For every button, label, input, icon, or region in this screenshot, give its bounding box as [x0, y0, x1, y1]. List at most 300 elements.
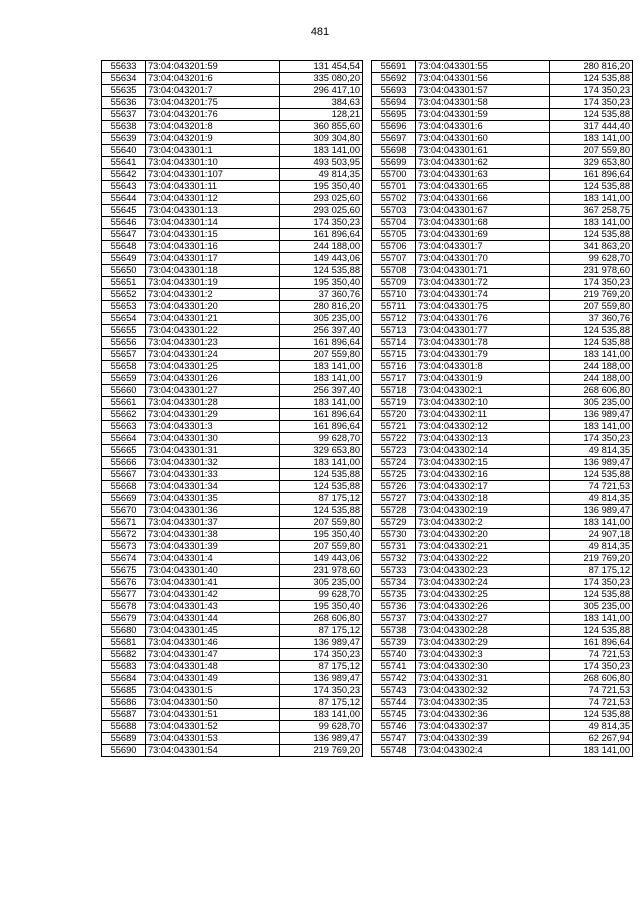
row-number-cell: 55643 [102, 181, 146, 193]
cadastral-number-cell: 73:04:043301:36 [146, 505, 280, 517]
row-number-cell: 55731 [372, 541, 416, 553]
value-cell: 280 816,20 [550, 61, 633, 73]
row-number-cell: 55663 [102, 421, 146, 433]
table-row [102, 265, 363, 277]
value-cell: 280 816,20 [280, 301, 363, 313]
row-number-cell: 55644 [102, 193, 146, 205]
table-row [102, 169, 363, 181]
value-cell: 305 235,00 [550, 601, 633, 613]
table-row [372, 385, 633, 397]
value-cell: 183 141,00 [550, 349, 633, 361]
value-cell: 128,21 [280, 109, 363, 121]
cadastral-number-cell: 73:04:043201:76 [146, 109, 280, 121]
cadastral-number-cell: 73:04:043301:74 [416, 289, 550, 301]
table-row [372, 85, 633, 97]
cadastral-number-cell: 73:04:043301:45 [146, 625, 280, 637]
cadastral-number-cell: 73:04:043301:18 [146, 265, 280, 277]
cadastral-number-cell: 73:04:043301:55 [416, 61, 550, 73]
row-number-cell: 55706 [372, 241, 416, 253]
cadastral-number-cell: 73:04:043301:31 [146, 445, 280, 457]
row-number-cell: 55733 [372, 565, 416, 577]
cadastral-number-cell: 73:04:043301:32 [146, 457, 280, 469]
value-cell: 174 350,23 [280, 217, 363, 229]
cadastral-number-cell: 73:04:043301:47 [146, 649, 280, 661]
cadastral-number-cell: 73:04:043301:49 [146, 673, 280, 685]
table-row [372, 397, 633, 409]
table-row [102, 625, 363, 637]
cadastral-number-cell: 73:04:043301:40 [146, 565, 280, 577]
table-row [102, 157, 363, 169]
table-row [102, 61, 363, 73]
row-number-cell: 55716 [372, 361, 416, 373]
row-number-cell: 55744 [372, 697, 416, 709]
value-cell: 335 080,20 [280, 73, 363, 85]
value-cell: 24 907,18 [550, 529, 633, 541]
cadastral-number-cell: 73:04:043301:68 [416, 217, 550, 229]
value-cell: 49 814,35 [550, 493, 633, 505]
row-number-cell: 55669 [102, 493, 146, 505]
value-cell: 195 350,40 [280, 529, 363, 541]
table-row [102, 445, 363, 457]
row-number-cell: 55702 [372, 193, 416, 205]
registry-table-right [371, 60, 633, 757]
row-number-cell: 55677 [102, 589, 146, 601]
table-row [102, 481, 363, 493]
cadastral-number-cell: 73:04:043301:60 [416, 133, 550, 145]
value-cell: 329 653,80 [280, 445, 363, 457]
table-row [372, 97, 633, 109]
cadastral-number-cell: 73:04:043302:37 [416, 721, 550, 733]
cadastral-number-cell: 73:04:043302:2 [416, 517, 550, 529]
row-number-cell: 55655 [102, 325, 146, 337]
row-number-cell: 55672 [102, 529, 146, 541]
value-cell: 37 360,76 [550, 313, 633, 325]
table-row [102, 661, 363, 673]
row-number-cell: 55645 [102, 205, 146, 217]
value-cell: 195 350,40 [280, 181, 363, 193]
cadastral-number-cell: 73:04:043301:33 [146, 469, 280, 481]
row-number-cell: 55692 [372, 73, 416, 85]
row-number-cell: 55715 [372, 349, 416, 361]
table-row [372, 133, 633, 145]
cadastral-number-cell: 73:04:043201:59 [146, 61, 280, 73]
value-cell: 207 559,80 [550, 301, 633, 313]
value-cell: 183 141,00 [550, 613, 633, 625]
row-number-cell: 55671 [102, 517, 146, 529]
cadastral-number-cell: 73:04:043301:67 [416, 205, 550, 217]
row-number-cell: 55670 [102, 505, 146, 517]
value-cell: 293 025,60 [280, 193, 363, 205]
row-number-cell: 55686 [102, 697, 146, 709]
table-row [102, 361, 363, 373]
table-body [102, 61, 363, 757]
value-cell: 244 188,00 [280, 241, 363, 253]
table-row [102, 577, 363, 589]
row-number-cell: 55642 [102, 169, 146, 181]
cadastral-number-cell: 73:04:043301:50 [146, 697, 280, 709]
value-cell: 268 606,80 [550, 673, 633, 685]
table-row [102, 217, 363, 229]
table-row [372, 601, 633, 613]
row-number-cell: 55649 [102, 253, 146, 265]
registry-table-left [101, 60, 363, 757]
table-row [372, 553, 633, 565]
value-cell: 49 814,35 [550, 721, 633, 733]
row-number-cell: 55694 [372, 97, 416, 109]
row-number-cell: 55726 [372, 481, 416, 493]
table-row [372, 457, 633, 469]
table-row [372, 313, 633, 325]
row-number-cell: 55661 [102, 397, 146, 409]
table-row [102, 421, 363, 433]
value-cell: 183 141,00 [280, 373, 363, 385]
row-number-cell: 55696 [372, 121, 416, 133]
row-number-cell: 55659 [102, 373, 146, 385]
table-row [102, 733, 363, 745]
cadastral-number-cell: 73:04:043302:18 [416, 493, 550, 505]
table-row [372, 709, 633, 721]
cadastral-number-cell: 73:04:043301:25 [146, 361, 280, 373]
cadastral-number-cell: 73:04:043301:30 [146, 433, 280, 445]
value-cell: 74 721,53 [550, 697, 633, 709]
row-number-cell: 55722 [372, 433, 416, 445]
table-row [102, 637, 363, 649]
table-row [372, 625, 633, 637]
table-row [102, 649, 363, 661]
table-row [372, 481, 633, 493]
value-cell: 161 896,64 [280, 229, 363, 241]
cadastral-number-cell: 73:04:043301:6 [416, 121, 550, 133]
value-cell: 124 535,88 [550, 589, 633, 601]
cadastral-number-cell: 73:04:043301:59 [416, 109, 550, 121]
value-cell: 124 535,88 [550, 337, 633, 349]
value-cell: 183 141,00 [280, 709, 363, 721]
cadastral-number-cell: 73:04:043301:22 [146, 325, 280, 337]
cadastral-number-cell: 73:04:043301:69 [416, 229, 550, 241]
row-number-cell: 55664 [102, 433, 146, 445]
value-cell: 124 535,88 [280, 481, 363, 493]
cadastral-number-cell: 73:04:043301:12 [146, 193, 280, 205]
row-number-cell: 55680 [102, 625, 146, 637]
table-row [102, 181, 363, 193]
row-number-cell: 55724 [372, 457, 416, 469]
table-row [372, 289, 633, 301]
table-row [102, 553, 363, 565]
table-row [372, 229, 633, 241]
cadastral-number-cell: 73:04:043301:37 [146, 517, 280, 529]
cadastral-number-cell: 73:04:043302:32 [416, 685, 550, 697]
cadastral-number-cell: 73:04:043301:26 [146, 373, 280, 385]
table-row [102, 505, 363, 517]
cadastral-number-cell: 73:04:043302:11 [416, 409, 550, 421]
row-number-cell: 55682 [102, 649, 146, 661]
row-number-cell: 55676 [102, 577, 146, 589]
row-number-cell: 55704 [372, 217, 416, 229]
value-cell: 87 175,12 [280, 493, 363, 505]
value-cell: 161 896,64 [550, 169, 633, 181]
row-number-cell: 55641 [102, 157, 146, 169]
row-number-cell: 55748 [372, 745, 416, 757]
value-cell: 74 721,53 [550, 685, 633, 697]
table-row [102, 301, 363, 313]
value-cell: 124 535,88 [550, 229, 633, 241]
row-number-cell: 55673 [102, 541, 146, 553]
page-number: 481 [310, 26, 330, 38]
value-cell: 493 503,95 [280, 157, 363, 169]
table-row [102, 745, 363, 757]
value-cell: 74 721,53 [550, 649, 633, 661]
value-cell: 136 989,47 [280, 733, 363, 745]
row-number-cell: 55720 [372, 409, 416, 421]
value-cell: 149 443,06 [280, 253, 363, 265]
row-number-cell: 55705 [372, 229, 416, 241]
cadastral-number-cell: 73:04:043301:65 [416, 181, 550, 193]
cadastral-number-cell: 73:04:043301:13 [146, 205, 280, 217]
table-row [102, 517, 363, 529]
row-number-cell: 55711 [372, 301, 416, 313]
row-number-cell: 55675 [102, 565, 146, 577]
table-row [102, 253, 363, 265]
table-row [372, 169, 633, 181]
value-cell: 62 267,94 [550, 733, 633, 745]
value-cell: 161 896,64 [280, 421, 363, 433]
row-number-cell: 55639 [102, 133, 146, 145]
cadastral-number-cell: 73:04:043301:29 [146, 409, 280, 421]
cadastral-number-cell: 73:04:043201:7 [146, 85, 280, 97]
table-row [372, 433, 633, 445]
cadastral-number-cell: 73:04:043302:30 [416, 661, 550, 673]
value-cell: 305 235,00 [550, 397, 633, 409]
value-cell: 219 769,20 [280, 745, 363, 757]
table-row [372, 409, 633, 421]
table-row [372, 637, 633, 649]
value-cell: 244 188,00 [550, 373, 633, 385]
cadastral-number-cell: 73:04:043302:25 [416, 589, 550, 601]
cadastral-number-cell: 73:04:043302:14 [416, 445, 550, 457]
value-cell: 309 304,80 [280, 133, 363, 145]
table-row [102, 685, 363, 697]
row-number-cell: 55730 [372, 529, 416, 541]
table-row [102, 121, 363, 133]
cadastral-number-cell: 73:04:043301:66 [416, 193, 550, 205]
cadastral-number-cell: 73:04:043302:27 [416, 613, 550, 625]
table-row [372, 685, 633, 697]
row-number-cell: 55745 [372, 709, 416, 721]
cadastral-number-cell: 73:04:043302:39 [416, 733, 550, 745]
cadastral-number-cell: 73:04:043302:4 [416, 745, 550, 757]
row-number-cell: 55666 [102, 457, 146, 469]
cadastral-number-cell: 73:04:043301:1 [146, 145, 280, 157]
cadastral-number-cell: 73:04:043301:42 [146, 589, 280, 601]
value-cell: 183 141,00 [550, 517, 633, 529]
value-cell: 256 397,40 [280, 385, 363, 397]
row-number-cell: 55701 [372, 181, 416, 193]
value-cell: 87 175,12 [550, 565, 633, 577]
value-cell: 174 350,23 [550, 97, 633, 109]
table-row [372, 421, 633, 433]
value-cell: 183 141,00 [280, 397, 363, 409]
cadastral-number-cell: 73:04:043301:2 [146, 289, 280, 301]
cadastral-number-cell: 73:04:043302:17 [416, 481, 550, 493]
table-row [102, 541, 363, 553]
row-number-cell: 55712 [372, 313, 416, 325]
row-number-cell: 55658 [102, 361, 146, 373]
cadastral-number-cell: 73:04:043301:72 [416, 277, 550, 289]
value-cell: 136 989,47 [280, 637, 363, 649]
table-row [102, 97, 363, 109]
value-cell: 183 141,00 [550, 421, 633, 433]
value-cell: 174 350,23 [550, 277, 633, 289]
row-number-cell: 55633 [102, 61, 146, 73]
row-number-cell: 55698 [372, 145, 416, 157]
cadastral-number-cell: 73:04:043301:56 [416, 73, 550, 85]
row-number-cell: 55741 [372, 661, 416, 673]
value-cell: 174 350,23 [550, 661, 633, 673]
cadastral-number-cell: 73:04:043302:12 [416, 421, 550, 433]
table-row [372, 589, 633, 601]
table-row [372, 337, 633, 349]
table-row [102, 613, 363, 625]
cadastral-number-cell: 73:04:043301:77 [416, 325, 550, 337]
value-cell: 174 350,23 [550, 433, 633, 445]
row-number-cell: 55743 [372, 685, 416, 697]
value-cell: 99 628,70 [550, 253, 633, 265]
value-cell: 124 535,88 [280, 469, 363, 481]
value-cell: 87 175,12 [280, 697, 363, 709]
value-cell: 384,63 [280, 97, 363, 109]
cadastral-number-cell: 73:04:043302:22 [416, 553, 550, 565]
cadastral-number-cell: 73:04:043301:57 [416, 85, 550, 97]
table-row [372, 577, 633, 589]
table-row [102, 409, 363, 421]
cadastral-number-cell: 73:04:043301:5 [146, 685, 280, 697]
row-number-cell: 55684 [102, 673, 146, 685]
row-number-cell: 55665 [102, 445, 146, 457]
table-row [102, 529, 363, 541]
row-number-cell: 55683 [102, 661, 146, 673]
table-row [372, 217, 633, 229]
cadastral-number-cell: 73:04:043301:46 [146, 637, 280, 649]
value-cell: 360 855,60 [280, 121, 363, 133]
table-row [102, 721, 363, 733]
cadastral-number-cell: 73:04:043301:63 [416, 169, 550, 181]
row-number-cell: 55714 [372, 337, 416, 349]
row-number-cell: 55690 [102, 745, 146, 757]
cadastral-number-cell: 73:04:043201:9 [146, 133, 280, 145]
value-cell: 99 628,70 [280, 721, 363, 733]
value-cell: 329 653,80 [550, 157, 633, 169]
value-cell: 268 606,80 [550, 385, 633, 397]
cadastral-number-cell: 73:04:043302:26 [416, 601, 550, 613]
row-number-cell: 55738 [372, 625, 416, 637]
table-row [372, 193, 633, 205]
table-row [372, 241, 633, 253]
value-cell: 37 360,76 [280, 289, 363, 301]
value-cell: 99 628,70 [280, 589, 363, 601]
table-row [372, 613, 633, 625]
row-number-cell: 55647 [102, 229, 146, 241]
table-row [372, 61, 633, 73]
row-number-cell: 55650 [102, 265, 146, 277]
value-cell: 149 443,06 [280, 553, 363, 565]
row-number-cell: 55674 [102, 553, 146, 565]
value-cell: 87 175,12 [280, 625, 363, 637]
table-row [372, 697, 633, 709]
cadastral-number-cell: 73:04:043301:75 [416, 301, 550, 313]
row-number-cell: 55678 [102, 601, 146, 613]
table-row [372, 649, 633, 661]
table-row [102, 145, 363, 157]
table-row [102, 457, 363, 469]
cadastral-number-cell: 73:04:043301:15 [146, 229, 280, 241]
cadastral-number-cell: 73:04:043302:13 [416, 433, 550, 445]
table-row [102, 433, 363, 445]
table-row [372, 745, 633, 757]
row-number-cell: 55653 [102, 301, 146, 313]
value-cell: 305 235,00 [280, 313, 363, 325]
cadastral-number-cell: 73:04:043302:24 [416, 577, 550, 589]
cadastral-number-cell: 73:04:043301:39 [146, 541, 280, 553]
table-row [102, 469, 363, 481]
table-row [102, 601, 363, 613]
row-number-cell: 55679 [102, 613, 146, 625]
cadastral-number-cell: 73:04:043301:4 [146, 553, 280, 565]
value-cell: 207 559,80 [280, 517, 363, 529]
row-number-cell: 55737 [372, 613, 416, 625]
row-number-cell: 55681 [102, 637, 146, 649]
cadastral-number-cell: 73:04:043301:43 [146, 601, 280, 613]
row-number-cell: 55691 [372, 61, 416, 73]
cadastral-number-cell: 73:04:043302:36 [416, 709, 550, 721]
value-cell: 231 978,60 [550, 265, 633, 277]
table-row [102, 589, 363, 601]
table-row [102, 313, 363, 325]
cadastral-number-cell: 73:04:043302:21 [416, 541, 550, 553]
table-row [372, 517, 633, 529]
cadastral-number-cell: 73:04:043301:10 [146, 157, 280, 169]
value-cell: 124 535,88 [550, 181, 633, 193]
cadastral-number-cell: 73:04:043301:53 [146, 733, 280, 745]
row-number-cell: 55734 [372, 577, 416, 589]
table-row [102, 709, 363, 721]
cadastral-number-cell: 73:04:043302:23 [416, 565, 550, 577]
cadastral-number-cell: 73:04:043302:31 [416, 673, 550, 685]
table-row [102, 193, 363, 205]
cadastral-number-cell: 73:04:043301:48 [146, 661, 280, 673]
row-number-cell: 55723 [372, 445, 416, 457]
row-number-cell: 55739 [372, 637, 416, 649]
value-cell: 136 989,47 [550, 409, 633, 421]
cadastral-number-cell: 73:04:043301:78 [416, 337, 550, 349]
cadastral-number-cell: 73:04:043201:6 [146, 73, 280, 85]
cadastral-number-cell: 73:04:043301:21 [146, 313, 280, 325]
value-cell: 183 141,00 [550, 745, 633, 757]
cadastral-number-cell: 73:04:043302:28 [416, 625, 550, 637]
value-cell: 99 628,70 [280, 433, 363, 445]
cadastral-number-cell: 73:04:043301:44 [146, 613, 280, 625]
table-row [372, 121, 633, 133]
row-number-cell: 55708 [372, 265, 416, 277]
cadastral-number-cell: 73:04:043301:71 [416, 265, 550, 277]
table-row [102, 565, 363, 577]
table-row [372, 529, 633, 541]
row-number-cell: 55638 [102, 121, 146, 133]
cadastral-number-cell: 73:04:043302:15 [416, 457, 550, 469]
value-cell: 136 989,47 [550, 457, 633, 469]
table-row [372, 661, 633, 673]
value-cell: 183 141,00 [550, 193, 633, 205]
value-cell: 256 397,40 [280, 325, 363, 337]
